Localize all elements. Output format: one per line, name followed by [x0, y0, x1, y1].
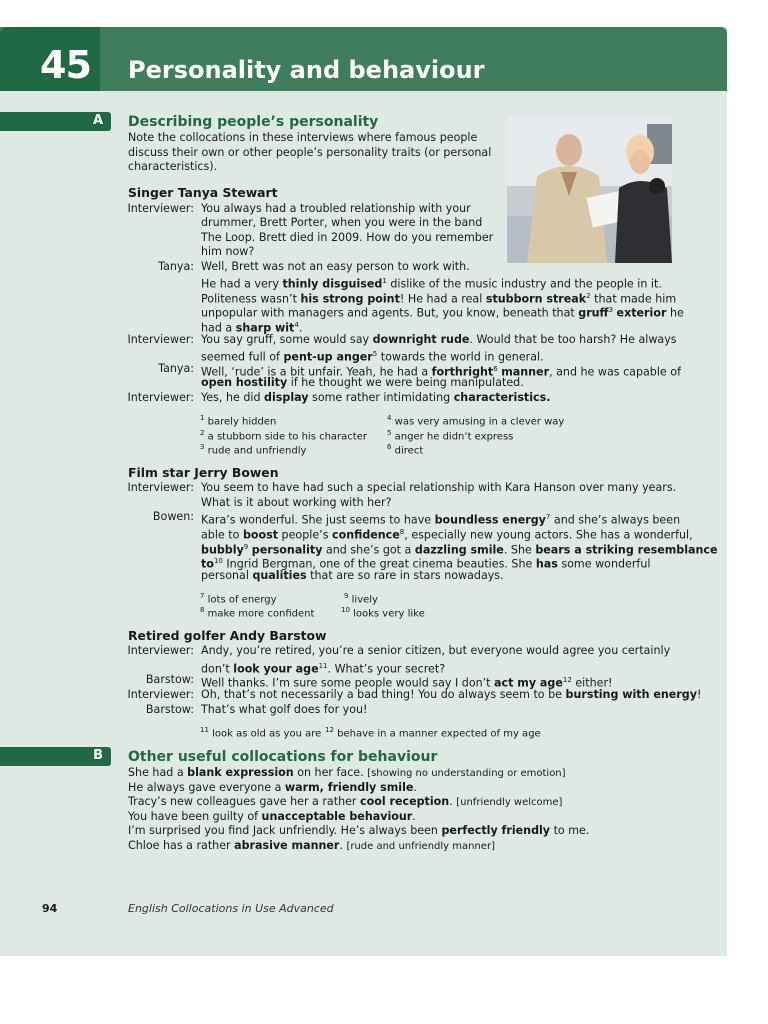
dialogue-line: Kara’s wonderful. She just seems to have boundless energy$^7$ and she’s always been: [201, 513, 681, 527]
collocation: perfectly friendly: [441, 824, 551, 837]
collocation: unacceptable behaviour: [261, 810, 413, 823]
footnote-ref: 7: [545, 513, 551, 521]
footnote-ref: 4: [294, 321, 299, 329]
interview-title-andy: Retired golfer Andy Barstow: [128, 628, 327, 643]
dialogue-line: bubbly$^9$ personality and she’s got a dazzling smile. She bears a striking resemblance: [201, 543, 718, 557]
footnote-ref: 5: [372, 350, 378, 358]
intro-line: characteristics).: [128, 160, 218, 173]
footnote-ref: 12: [562, 676, 572, 684]
dialogue-line: Well, ‘rude’ is a bit unfair. Yeah, he had a forthright$^6$ manner, and he was capable of: [201, 365, 681, 379]
dialogue-line: Well, Brett was not an easy person to work with.: [201, 260, 470, 273]
interview-title-tanya: Singer Tanya Stewart: [128, 185, 278, 200]
dialogue-line: Well thanks. I’m sure some people would say I don’t act my age$^{12}$ either!: [201, 676, 613, 690]
collocation: bears a striking resemblance: [535, 543, 718, 557]
section-b-tab: [0, 747, 111, 766]
footnote: $^5$ anger he didn’t express: [387, 429, 514, 443]
footnote: $^{12}$ behave in a manner expected of my age: [325, 726, 541, 740]
dialogue-line: You say gruff, some would say downright rude. Would that be too harsh? He always: [201, 333, 677, 346]
collocation: bubbly: [201, 543, 244, 557]
dialogue-line: Andy, you’re retired, you’re a senior citizen, but everyone would agree you certainly: [201, 644, 671, 657]
unit-number: 45: [40, 43, 91, 87]
example-line: Chloe has a rather abrasive manner. [rude and unfriendly manner]: [128, 839, 495, 852]
dialogue-line: unpopular with managers and agents. But, you know, beneath that gruff$^3$ exterior he: [201, 306, 684, 320]
example-line: Tracy’s new colleagues gave her a rather cool reception. [unfriendly welcome]: [128, 795, 563, 808]
footnote-ref: 10: [213, 557, 223, 565]
collocation: forthright: [431, 365, 494, 379]
dialogue-line: Oh, that’s not necessarily a bad thing! You do always seem to be bursting with energy!: [201, 688, 702, 701]
speaker-label: Barstow:: [145, 673, 194, 686]
collocation: pent-up anger: [283, 350, 373, 364]
collocation: abrasive manner: [234, 839, 340, 852]
dialogue-line: drummer, Brett Porter, when you were in the band: [201, 216, 483, 229]
collocation: to: [201, 557, 214, 571]
footnote-ref: 2: [586, 292, 591, 300]
dialogue-line: What is it about working with her?: [201, 496, 392, 509]
collocation: look your age: [233, 662, 319, 676]
book-title: English Collocations in Use Advanced: [128, 902, 334, 915]
footnote-ref: 3: [608, 306, 614, 314]
collocation: blank expression: [187, 766, 294, 779]
footnote: $^4$ was very amusing in a clever way: [387, 414, 565, 428]
section-b-letter: B: [93, 748, 103, 763]
collocation: cool reception: [360, 795, 450, 808]
speaker-label: Tanya:: [158, 362, 194, 375]
collocation: boundless energy: [434, 513, 546, 527]
footnote: $^9$ lively: [344, 592, 378, 606]
footnote-ref: 6: [493, 365, 498, 373]
speaker-label: Barstow:: [145, 703, 194, 716]
collocation: manner: [501, 365, 550, 379]
footnote-ref: 11: [318, 662, 328, 670]
gloss: [showing no understanding or emotion]: [367, 768, 566, 779]
speaker-label: Bowen:: [152, 510, 194, 523]
section-a-heading: Describing people’s personality: [128, 114, 379, 130]
speaker-label: Tanya:: [158, 260, 194, 273]
dialogue-line: open hostility if he thought we were being manipulated.: [201, 376, 524, 389]
unit-title: Personality and behaviour: [128, 56, 485, 84]
collocation: act my age: [494, 676, 563, 690]
collocation: personality: [251, 543, 323, 557]
example-line: You have been guilty of unacceptable behaviour.: [128, 810, 416, 823]
example-line: He always gave everyone a warm, friendly smile.: [128, 781, 417, 794]
dialogue-line: You seem to have had such a special relationship with Kara Hanson over many years.: [201, 481, 677, 494]
collocation: thinly disguised: [282, 277, 383, 291]
dialogue-line: personal qualities that are so rare in stars nowadays.: [201, 569, 504, 582]
page-number: 94: [42, 902, 58, 915]
collocation: qualities: [252, 569, 307, 582]
collocation: stubborn streak: [485, 292, 587, 306]
speaker-label: Interviewer:: [127, 481, 194, 494]
collocation: warm, friendly smile: [284, 781, 414, 794]
collocation: bursting with energy: [565, 688, 697, 701]
footnote-ref: 1: [382, 277, 387, 285]
intro-line: Note the collocations in these interviews where famous people: [128, 131, 478, 144]
dialogue-line: He had a very thinly disguised$^1$ dislike of the music industry and the people in it.: [201, 277, 662, 291]
dialogue-line: able to boost people’s confidence$^8$, especially new young actors. She has a wonderful,: [201, 528, 693, 542]
collocation: confidence: [332, 528, 400, 542]
footnote: $^{11}$ look as old as you are: [200, 726, 322, 740]
footnote: $^2$ a stubborn side to his character: [200, 429, 367, 443]
dialogue-line: That’s what golf does for you!: [201, 703, 368, 716]
dialogue-line: Politeness wasn’t his strong point! He had a real stubborn streak$^2$ that made him: [201, 292, 677, 306]
speaker-label: Interviewer:: [127, 644, 194, 657]
collocation: his strong point: [300, 292, 400, 306]
collocation: sharp wit: [235, 321, 295, 335]
footnote: $^6$ direct: [387, 443, 424, 457]
footnote-ref: 9: [243, 543, 249, 551]
footnote: $^7$ lots of energy: [200, 592, 277, 606]
gloss: [unfriendly welcome]: [456, 797, 563, 808]
collocation: has: [535, 557, 558, 571]
speaker-label: Interviewer:: [127, 391, 194, 404]
collocation: downright rude: [372, 333, 470, 346]
section-b-heading: Other useful collocations for behaviour: [128, 749, 438, 765]
gloss: [rude and unfriendly manner]: [346, 841, 495, 852]
dialogue-line: The Loop. Brett died in 2009. How do you remember: [201, 231, 494, 244]
collocation: gruff: [578, 306, 609, 320]
collocation: exterior: [616, 306, 667, 320]
footnote: $^8$ make more confident: [200, 606, 315, 620]
dialogue-line: $to^{10}$ Ingrid Bergman, one of the great cinema beauties. She has some wonderful: [201, 557, 651, 571]
collocation: display: [264, 391, 309, 404]
dialogue-line: seemed full of pent-up anger$^5$ towards the world in general.: [201, 350, 544, 364]
footnote: $^{10}$ looks very like: [341, 606, 425, 620]
collocation: characteristics.: [453, 391, 551, 404]
footnote: $^1$ barely hidden: [200, 414, 277, 428]
example-line: She had a blank expression on her face. [showing no understanding or emotion]: [128, 766, 566, 779]
interview-photo: [507, 116, 672, 263]
dialogue-line: had a sharp wit$^4$.: [201, 321, 303, 335]
dialogue-line: don’t look your age$^{11}$. What’s your secret?: [201, 662, 446, 676]
dialogue-line: You always had a troubled relationship with your: [201, 202, 471, 215]
dialogue-line: him now?: [201, 245, 255, 258]
intro-line: discuss their own or other people’s personality traits (or personal: [128, 146, 492, 159]
collocation: open hostility: [201, 376, 288, 389]
collocation: boost: [242, 528, 279, 542]
section-a-letter: A: [92, 113, 103, 128]
section-a-tab: [0, 112, 111, 131]
speaker-label: Interviewer:: [127, 202, 194, 215]
dialogue-line: Yes, he did display some rather intimidating characteristics.: [201, 391, 551, 404]
speaker-label: Interviewer:: [127, 688, 194, 701]
footnote-ref: 8: [399, 528, 405, 536]
speaker-label: Interviewer:: [127, 333, 194, 346]
footnote: $^3$ rude and unfriendly: [200, 443, 307, 457]
interview-title-jerry: Film star Jerry Bowen: [128, 465, 279, 480]
example-line: I’m surprised you find Jack unfriendly. He’s always been perfectly friendly to me.: [128, 824, 590, 837]
collocation: dazzling smile: [414, 543, 504, 557]
